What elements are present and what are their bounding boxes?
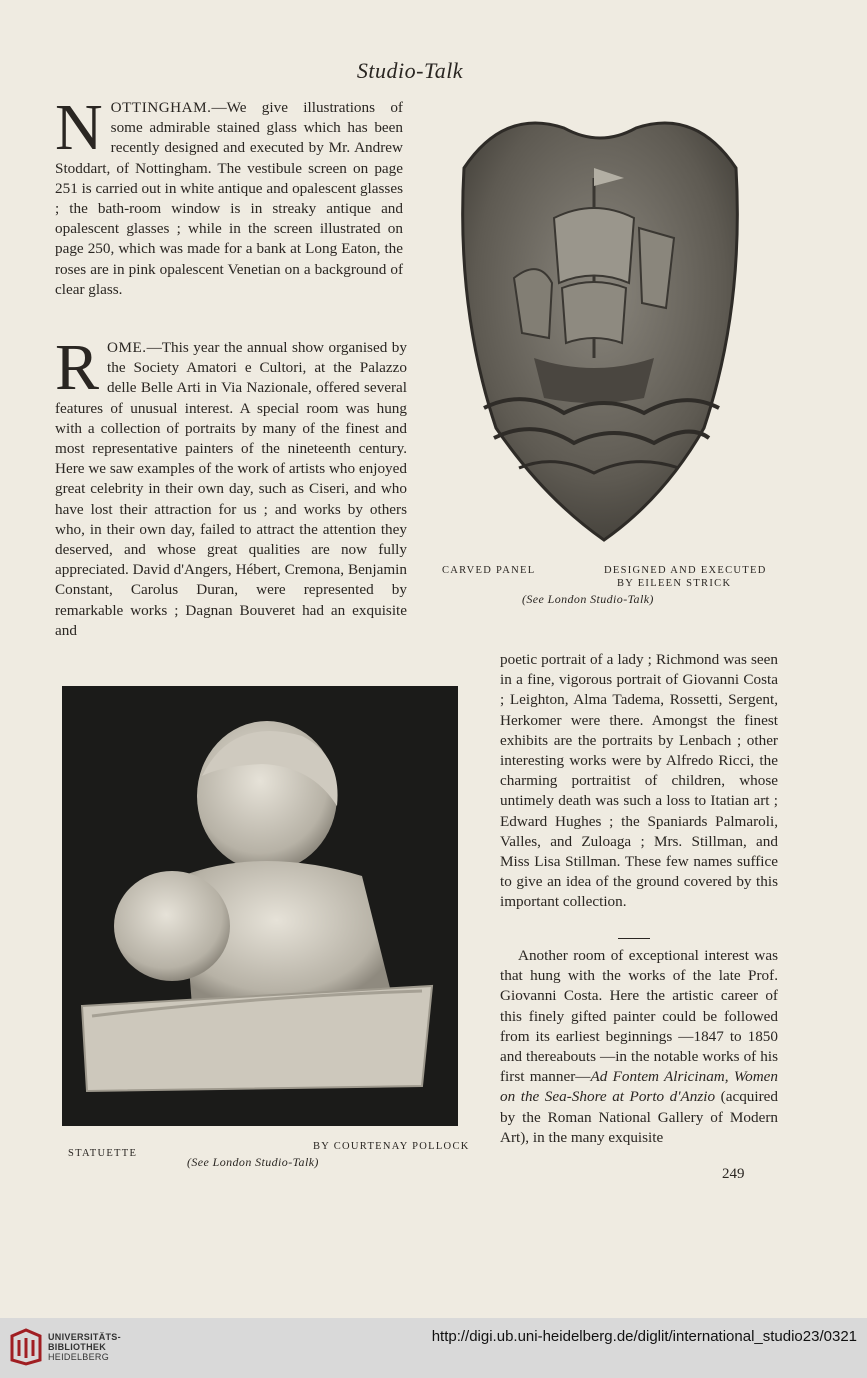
text-costa-start: Another room of exceptional interest was that hung with the works of the late Prof. Giovanni Costa. Here the artistic career of this finely gifted painter could be followed from its earliest beginnings —1847 to 1850 and thereabouts —in the notable works of his first manner— bbox=[500, 947, 778, 1086]
carved-panel-image bbox=[444, 108, 756, 544]
caption-panel-credit-1: DESIGNED AND EXECUTED bbox=[604, 565, 767, 576]
text-costa-titles: Ad Fontem Alricinam, Women on the Sea-Shore at Porto d'Anzio bbox=[500, 1068, 778, 1106]
running-head: Studio-Talk bbox=[356, 58, 464, 83]
statuette-image bbox=[62, 686, 458, 1126]
caption-panel-credit-2: BY EILEEN STRICK bbox=[617, 578, 732, 589]
library-name-line-1: UNIVERSITÄTS- bbox=[48, 1332, 121, 1342]
caption-statuette-source: (See London Studio-Talk) bbox=[187, 1155, 319, 1169]
caption-statuette-title: STATUETTE bbox=[68, 1148, 138, 1159]
paragraph-right-2 bbox=[500, 946, 778, 1148]
paragraph-right-1: poetic portrait of a lady ; Richmond was seen in a fine, vigorous portrait of Giovanni Costa ; Leighton, Alma Tadema, Rossetti, Sergent, Herkomer were there. Amongst the finest exhibits are the portraits by Lenbach ; other interesting works were by Alfredo Ricci, the charming portraitist of children, whose untimely death was such a loss to Itatian art ; Edward Hughes ; the Spaniards Palmaroli, Valles, and Zuloaga ; Mrs. Stillman, and Miss Lisa Stillman. These few names suffice to give an idea of the ground covered by this important collection. bbox=[500, 651, 778, 911]
page-number: 249 bbox=[722, 1166, 745, 1182]
statuette-illustration bbox=[62, 686, 458, 1126]
library-name-line-3: HEIDELBERG bbox=[48, 1352, 110, 1362]
text-rome: —This year the annual show organised by the Society Amatori e Cultori, at the Palazzo delle Belle Arti in Via Nazionale, offered several features of unusual interest. A special room was hung with a collection of portraits by many of the finest and most representative painters of the nineteenth century. Here we saw examples of the work of artists who enjoyed great celebrity in their own day, such as Ciseri, and who have lost their attraction for us ; and works by others who, in their own day, failed to attract the attention they deserved, and whose great qualities are now fully appreciated. David d'Angers, Hébert, Cremona, Benjamin Constant, Carolus Duran, were represented by remarkable works ; Dagnan Bouveret had an exquisite and bbox=[55, 339, 407, 639]
article-rome-continued bbox=[500, 650, 778, 913]
lead-word-rome: OME. bbox=[107, 339, 147, 356]
paragraph-nottingham bbox=[55, 91, 403, 300]
lead-word-nottingham: OTTINGHAM. bbox=[110, 99, 212, 116]
paragraph-rome bbox=[55, 331, 407, 641]
article-nottingham bbox=[55, 91, 403, 300]
section-divider bbox=[618, 938, 650, 939]
text-nottingham: —We give illustrations of some admirable stained glass which has been recently designed and executed by Mr. Andrew Stoddart, of Nottingham. The vestibule screen on page 251 is carried out in white antique and opalescent glasses ; the bath-room window is in streaky antique and opalescent glasses ; while in the screen illustrated on page 250, which was made for a bank at Long Eaton, the roses are in pink opalescent Venetian on a background of clear glass. bbox=[55, 99, 403, 298]
university-library-logo-icon[interactable] bbox=[8, 1326, 44, 1366]
dropcap-r: R bbox=[55, 331, 100, 404]
caption-panel-title: CARVED PANEL bbox=[442, 565, 536, 576]
viewer-footer bbox=[0, 1318, 867, 1378]
library-name-line-2: BIBLIOTHEK bbox=[48, 1342, 106, 1352]
carved-panel-illustration bbox=[444, 108, 756, 544]
article-costa bbox=[500, 946, 778, 1148]
library-name[interactable] bbox=[48, 1332, 121, 1362]
dropcap-n: N bbox=[55, 91, 103, 164]
caption-panel-source: (See London Studio-Talk) bbox=[522, 592, 654, 606]
article-rome bbox=[55, 331, 407, 641]
permalink-url[interactable]: http://digi.ub.uni-heidelberg.de/diglit/international_studio23/0321 bbox=[431, 1328, 857, 1345]
caption-statuette-credit: BY COURTENAY POLLOCK bbox=[313, 1141, 470, 1152]
text-costa-end: (acquired by the Roman National Gallery of Modern Art), in the many exquisite bbox=[500, 1088, 778, 1146]
